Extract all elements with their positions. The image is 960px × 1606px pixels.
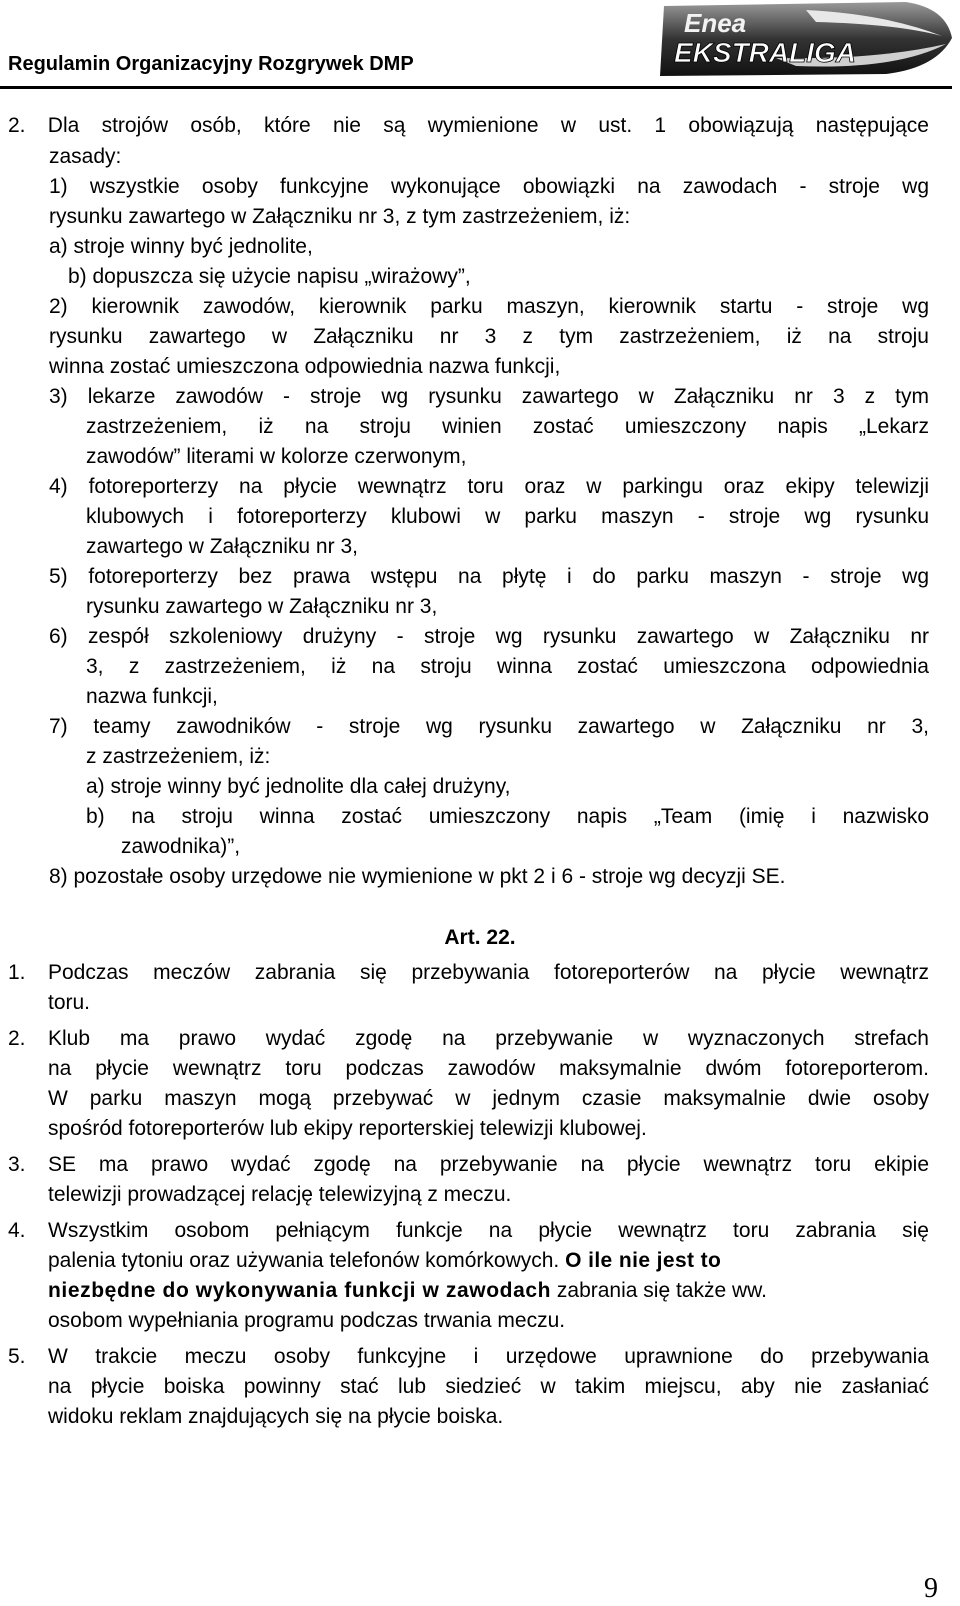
paragraph-line — [48, 1278, 767, 1304]
article-heading: Art. 22. — [444, 926, 516, 949]
sub-item-line: b) dopuszcza się użycie napisu „wirażowy”, — [68, 265, 471, 288]
paragraph-line: spośród fotoreporterów lub ekipy reporterskiej telewizji klubowej. — [48, 1117, 647, 1140]
list-item-line: zastrzeżeniem, iż na stroju winien zostać umieszczony napis „Lekarz — [86, 415, 929, 438]
list-item-line: rysunku zawartego w Załączniku nr 3, z tym zastrzeżeniem, iż: — [49, 205, 631, 228]
paragraph-line: W trakcie meczu osoby funkcyjne i urzędowe uprawnione do przebywania — [48, 1345, 929, 1368]
list-item-line: winna zostać umieszczona odpowiednia nazwa funkcji, — [49, 355, 561, 378]
list-item-line: rysunku zawartego w Załączniku nr 3, — [86, 595, 438, 618]
list-item-line: 3, z zastrzeżeniem, iż na stroju winna zostać umieszczona odpowiednia — [86, 655, 929, 678]
paragraph-number: 2. — [8, 1027, 26, 1050]
paragraph-number: 5. — [8, 1345, 26, 1368]
list-item-line: 7) teamy zawodników - stroje wg rysunku zawartego w Załączniku nr 3, — [49, 715, 929, 738]
paragraph-line — [48, 1248, 721, 1274]
list-item-line: rysunku zawartego w Załączniku nr 3 z tym zastrzeżeniem, iż na stroju — [49, 325, 929, 348]
paragraph-text: palenia tytoniu oraz używania telefonów komórkowych. — [48, 1249, 566, 1272]
list-item-line: 2) kierownik zawodów, kierownik parku maszyn, kierownik startu - stroje wg — [49, 295, 929, 318]
paragraph-line: toru. — [48, 991, 91, 1014]
list-item-line: 6) zespół szkoleniowy drużyny - stroje wg rysunku zawartego w Załączniku nr — [49, 625, 929, 648]
paragraph-line: telewizji prowadzącej relację telewizyjną z meczu. — [48, 1183, 512, 1206]
paragraph-line: osobom wypełniania programu podczas trwania meczu. — [48, 1309, 566, 1332]
document-title: Regulamin Organizacyjny Rozgrywek DMP — [8, 53, 414, 75]
list-item-line: klubowych i fotoreporterzy klubowi w parku maszyn - stroje wg rysunku — [86, 505, 929, 528]
list-item-line: nazwa funkcji, — [86, 685, 218, 708]
paragraph-number: 1. — [8, 961, 26, 984]
sub-item-line: b) na stroju winna zostać umieszczony napis „Team (imię i nazwisko — [86, 805, 929, 828]
logo-text-top: Enea — [684, 8, 747, 38]
enea-ekstraliga-logo — [656, 0, 954, 78]
paragraph-text: zabrania się także ww. — [551, 1279, 767, 1302]
sub-item-line: a) stroje winny być jednolite, — [49, 235, 313, 258]
logo-text-bottom: EKSTRALIGA — [674, 37, 856, 68]
paragraph-line: na płycie wewnątrz toru podczas zawodów maksymalnie dwóm fotoreporterom. — [48, 1057, 929, 1080]
paragraph-line: W parku maszyn mogą przebywać w jednym czasie maksymalnie dwie osoby — [48, 1087, 929, 1110]
paragraph-line: Podczas meczów zabrania się przebywania fotoreporterów na płycie wewnątrz — [48, 961, 929, 984]
paragraph-line: Klub ma prawo wydać zgodę na przebywanie w wyznaczonych strefach — [48, 1027, 929, 1050]
bold-text: niezbędne do wykonywania funkcji w zawodach — [48, 1279, 552, 1302]
sub-item-line: a) stroje winny być jednolite dla całej drużyny, — [86, 775, 511, 798]
list-item-line: 8) pozostałe osoby urzędowe nie wymienione w pkt 2 i 6 - stroje wg decyzji SE. — [49, 865, 786, 888]
paragraph-line: 2. Dla strojów osób, które nie są wymienione w ust. 1 obowiązują następujące — [8, 114, 929, 137]
paragraph-number: 3. — [8, 1153, 26, 1176]
list-item-line: zawartego w Załączniku nr 3, — [86, 535, 358, 558]
list-item-line: 1) wszystkie osoby funkcyjne wykonujące obowiązki na zawodach - stroje wg — [49, 175, 929, 198]
list-item-line: zawodów” literami w kolorze czerwonym, — [86, 445, 467, 468]
list-item-line: 4) fotoreporterzy na płycie wewnątrz toru oraz w parkingu oraz ekipy telewizji — [49, 475, 929, 498]
paragraph-line: Wszystkim osobom pełniącym funkcje na płycie wewnątrz toru zabrania się — [48, 1219, 929, 1242]
paragraph-line: zasady: — [49, 145, 122, 168]
list-item-line: 5) fotoreporterzy bez prawa wstępu na płytę i do parku maszyn - stroje wg — [49, 565, 929, 588]
paragraph-number: 4. — [8, 1219, 26, 1242]
list-item-line: 3) lekarze zawodów - stroje wg rysunku zawartego w Załączniku nr 3 z tym — [49, 385, 929, 408]
paragraph-line: na płycie boiska powinny stać lub siedzieć w takim miejscu, aby nie zasłaniać — [48, 1375, 929, 1398]
paragraph-line: SE ma prawo wydać zgodę na przebywanie na płycie wewnątrz toru ekipie — [48, 1153, 929, 1176]
bold-text: O ile nie jest to — [565, 1249, 722, 1272]
paragraph-line: widoku reklam znajdujących się na płycie boiska. — [48, 1405, 504, 1428]
sub-item-line: zawodnika)”, — [121, 835, 241, 858]
page-header — [0, 0, 960, 92]
header-rule — [0, 86, 952, 89]
list-item-line: z zastrzeżeniem, iż: — [86, 745, 271, 768]
page-number: 9 — [924, 1573, 938, 1604]
